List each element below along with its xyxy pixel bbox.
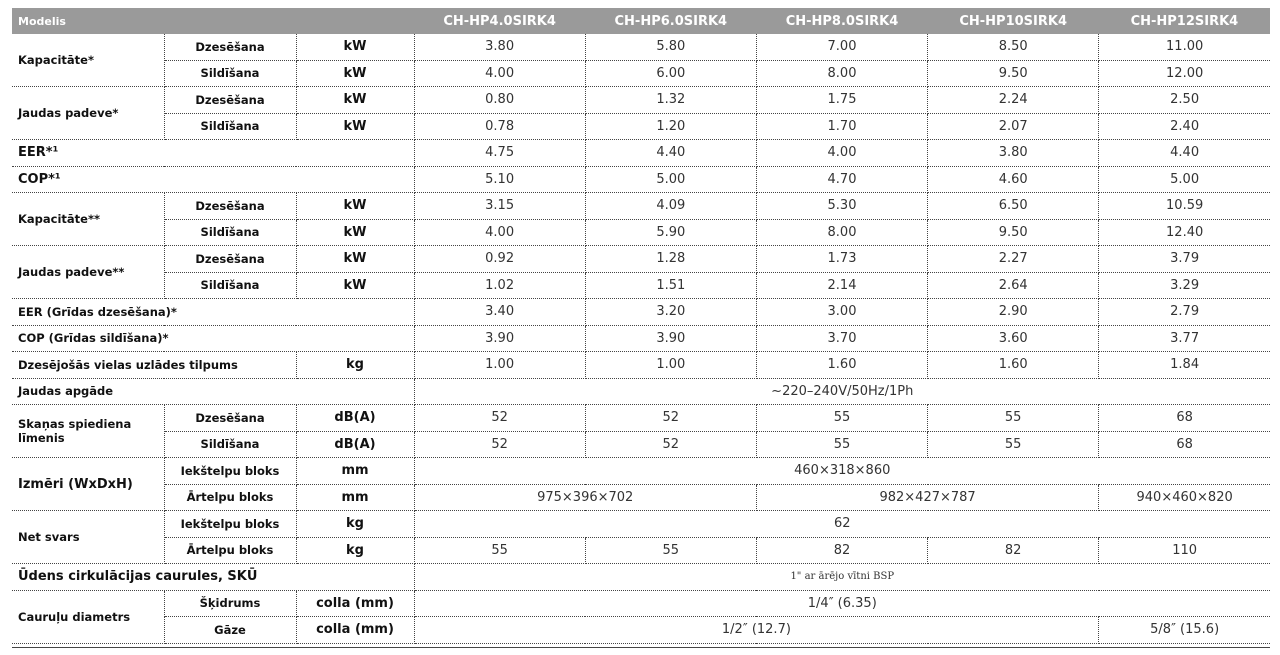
value-cell: 2.27 xyxy=(928,246,1099,273)
value-cell: 3.00 xyxy=(756,299,927,326)
table-row xyxy=(12,219,1270,246)
value-cell: 3.80 xyxy=(928,140,1099,167)
value-cell: 82 xyxy=(928,537,1099,564)
value-cell: 1.84 xyxy=(1099,352,1270,379)
table-row xyxy=(12,511,1270,538)
value-cell: 5.90 xyxy=(585,219,756,246)
value-cell: 52 xyxy=(414,431,585,458)
unit-cell: mm xyxy=(296,458,414,485)
value-cell: 3.79 xyxy=(1099,246,1270,273)
value-cell: 5.00 xyxy=(1099,166,1270,193)
group-label: Cauruļu diametrs xyxy=(12,590,164,643)
value-cell: 5.00 xyxy=(585,166,756,193)
value-cell: 1.60 xyxy=(756,352,927,379)
value-cell: 3.29 xyxy=(1099,272,1270,299)
row-label: Dzesējošās vielas uzlādes tilpums xyxy=(12,352,296,379)
value-cell: 55 xyxy=(928,431,1099,458)
table-row xyxy=(12,431,1270,458)
value-cell: 4.09 xyxy=(585,193,756,220)
value-cell: 12.40 xyxy=(1099,219,1270,246)
unit-cell: kg xyxy=(296,511,414,538)
sub-label: Sildīšana xyxy=(164,431,296,458)
sub-label: Iekštelpu bloks xyxy=(164,458,296,485)
table-row xyxy=(12,87,1270,114)
row-label: Ūdens cirkulācijas caurules, SKŪ xyxy=(12,564,414,591)
value-cell: 55 xyxy=(414,537,585,564)
unit-cell: kW xyxy=(296,87,414,114)
value-cell: 1.51 xyxy=(585,272,756,299)
table-row xyxy=(12,405,1270,432)
spec-table-container xyxy=(12,8,1270,644)
value-cell: 55 xyxy=(756,431,927,458)
value-cell: 0.78 xyxy=(414,113,585,140)
sub-label: Sildīšana xyxy=(164,272,296,299)
value-cell: 4.40 xyxy=(585,140,756,167)
table-row xyxy=(12,617,1270,644)
value-cell: 2.40 xyxy=(1099,113,1270,140)
unit-cell: kW xyxy=(296,193,414,220)
value-cell: 975×396×702 xyxy=(414,484,756,511)
value-cell: 62 xyxy=(414,511,1270,538)
table-row xyxy=(12,299,1270,326)
bottom-rule xyxy=(12,647,1270,648)
unit-cell: mm xyxy=(296,484,414,511)
table-row xyxy=(12,378,1270,405)
group-label: Net svars xyxy=(12,511,164,564)
value-cell: 0.92 xyxy=(414,246,585,273)
group-label: Kapacitāte** xyxy=(12,193,164,246)
value-cell: 9.50 xyxy=(928,60,1099,87)
value-cell: 8.00 xyxy=(756,219,927,246)
spec-rows xyxy=(12,34,1270,643)
value-cell: 1" ar ārējo vītni BSP xyxy=(414,564,1270,591)
value-cell: 1.73 xyxy=(756,246,927,273)
value-cell: 6.50 xyxy=(928,193,1099,220)
group-label: Kapacitāte* xyxy=(12,34,164,87)
unit-cell: kW xyxy=(296,246,414,273)
value-cell: 68 xyxy=(1099,405,1270,432)
sub-label: Sildīšana xyxy=(164,60,296,87)
value-cell: 982×427×787 xyxy=(756,484,1098,511)
table-row xyxy=(12,590,1270,617)
table-row xyxy=(12,34,1270,60)
value-cell: 68 xyxy=(1099,431,1270,458)
model-header: CH-HP10SIRK4 xyxy=(928,8,1099,34)
value-cell: 55 xyxy=(585,537,756,564)
value-cell: 4.40 xyxy=(1099,140,1270,167)
value-cell: 5.30 xyxy=(756,193,927,220)
value-cell: 5.10 xyxy=(414,166,585,193)
value-cell: 3.60 xyxy=(928,325,1099,352)
value-cell: 3.80 xyxy=(414,34,585,60)
model-header: CH-HP8.0SIRK4 xyxy=(756,8,927,34)
value-cell: 11.00 xyxy=(1099,34,1270,60)
table-row xyxy=(12,537,1270,564)
table-row xyxy=(12,325,1270,352)
sub-label: Dzesēšana xyxy=(164,87,296,114)
value-cell: 2.90 xyxy=(928,299,1099,326)
value-cell: 3.90 xyxy=(585,325,756,352)
value-cell: 1.20 xyxy=(585,113,756,140)
group-label: Jaudas padeve** xyxy=(12,246,164,299)
table-row xyxy=(12,113,1270,140)
value-cell: 6.00 xyxy=(585,60,756,87)
value-cell: 1.75 xyxy=(756,87,927,114)
value-cell: 3.40 xyxy=(414,299,585,326)
table-row xyxy=(12,140,1270,167)
value-cell: 110 xyxy=(1099,537,1270,564)
value-cell: 10.59 xyxy=(1099,193,1270,220)
value-cell: 2.07 xyxy=(928,113,1099,140)
value-cell: 52 xyxy=(585,405,756,432)
value-cell: 3.70 xyxy=(756,325,927,352)
sub-label: Ārtelpu bloks xyxy=(164,537,296,564)
table-row xyxy=(12,352,1270,379)
unit-cell: kW xyxy=(296,219,414,246)
sub-label: Dzesēšana xyxy=(164,246,296,273)
value-cell: 52 xyxy=(585,431,756,458)
value-cell: 2.50 xyxy=(1099,87,1270,114)
value-cell: 4.00 xyxy=(414,219,585,246)
model-header: CH-HP12SIRK4 xyxy=(1099,8,1270,34)
unit-cell: kW xyxy=(296,272,414,299)
table-row xyxy=(12,272,1270,299)
value-cell: 2.79 xyxy=(1099,299,1270,326)
value-cell: 7.00 xyxy=(756,34,927,60)
sub-label: Gāze xyxy=(164,617,296,644)
table-row xyxy=(12,193,1270,220)
group-label: Skaņas spiediena līmenis xyxy=(12,405,164,458)
unit-cell: kg xyxy=(296,537,414,564)
value-cell: 1.70 xyxy=(756,113,927,140)
value-cell: ~220–240V/50Hz/1Ph xyxy=(414,378,1270,405)
row-label: Jaudas apgāde xyxy=(12,378,414,405)
value-cell: 3.90 xyxy=(414,325,585,352)
value-cell: 55 xyxy=(928,405,1099,432)
sub-label: Dzesēšana xyxy=(164,34,296,60)
sub-label: Dzesēšana xyxy=(164,193,296,220)
unit-cell: colla (mm) xyxy=(296,590,414,617)
table-row xyxy=(12,246,1270,273)
value-cell: 82 xyxy=(756,537,927,564)
sub-label: Iekštelpu bloks xyxy=(164,511,296,538)
value-cell: 0.80 xyxy=(414,87,585,114)
value-cell: 5/8″ (15.6) xyxy=(1099,617,1270,644)
table-row xyxy=(12,166,1270,193)
value-cell: 940×460×820 xyxy=(1099,484,1270,511)
table-row xyxy=(12,458,1270,485)
unit-cell: colla (mm) xyxy=(296,617,414,644)
value-cell: 8.00 xyxy=(756,60,927,87)
value-cell: 55 xyxy=(756,405,927,432)
unit-cell: kW xyxy=(296,60,414,87)
row-label: COP*¹ xyxy=(12,166,414,193)
value-cell: 3.20 xyxy=(585,299,756,326)
value-cell: 2.14 xyxy=(756,272,927,299)
table-row xyxy=(12,564,1270,591)
value-cell: 460×318×860 xyxy=(414,458,1270,485)
value-cell: 2.24 xyxy=(928,87,1099,114)
value-cell: 1.32 xyxy=(585,87,756,114)
value-cell: 5.80 xyxy=(585,34,756,60)
value-cell: 9.50 xyxy=(928,219,1099,246)
value-cell: 4.00 xyxy=(756,140,927,167)
header-row xyxy=(12,8,1270,34)
unit-cell: kW xyxy=(296,34,414,60)
model-header: CH-HP6.0SIRK4 xyxy=(585,8,756,34)
group-label: Izmēri (WxDxH) xyxy=(12,458,164,511)
value-cell: 4.60 xyxy=(928,166,1099,193)
value-cell: 3.77 xyxy=(1099,325,1270,352)
sub-label: Sildīšana xyxy=(164,113,296,140)
model-header: CH-HP4.0SIRK4 xyxy=(414,8,585,34)
value-cell: 1/2″ (12.7) xyxy=(414,617,1099,644)
value-cell: 3.15 xyxy=(414,193,585,220)
value-cell: 4.70 xyxy=(756,166,927,193)
value-cell: 4.75 xyxy=(414,140,585,167)
value-cell: 1.00 xyxy=(585,352,756,379)
sub-label: Šķidrums xyxy=(164,590,296,617)
unit-cell: kW xyxy=(296,113,414,140)
row-label: EER (Grīdas dzesēšana)* xyxy=(12,299,414,326)
value-cell: 12.00 xyxy=(1099,60,1270,87)
row-label: COP (Grīdas sildīšana)* xyxy=(12,325,414,352)
sub-label: Dzesēšana xyxy=(164,405,296,432)
value-cell: 52 xyxy=(414,405,585,432)
table-row xyxy=(12,60,1270,87)
unit-cell: dB(A) xyxy=(296,405,414,432)
value-cell: 2.64 xyxy=(928,272,1099,299)
row-label: EER*¹ xyxy=(12,140,414,167)
model-label: Modelis xyxy=(12,8,414,34)
value-cell: 1.28 xyxy=(585,246,756,273)
sub-label: Sildīšana xyxy=(164,219,296,246)
unit-cell: kg xyxy=(296,352,414,379)
value-cell: 8.50 xyxy=(928,34,1099,60)
value-cell: 1.00 xyxy=(414,352,585,379)
sub-label: Ārtelpu bloks xyxy=(164,484,296,511)
value-cell: 1.02 xyxy=(414,272,585,299)
spec-table xyxy=(12,8,1270,644)
table-row xyxy=(12,484,1270,511)
unit-cell: dB(A) xyxy=(296,431,414,458)
value-cell: 1/4″ (6.35) xyxy=(414,590,1270,617)
value-cell: 4.00 xyxy=(414,60,585,87)
group-label: Jaudas padeve* xyxy=(12,87,164,140)
value-cell: 1.60 xyxy=(928,352,1099,379)
